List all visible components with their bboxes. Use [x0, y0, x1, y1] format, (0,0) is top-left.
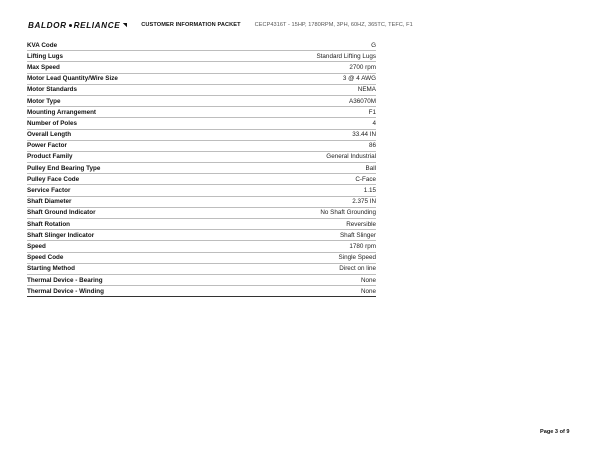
spec-value: Reversible [346, 220, 376, 228]
spec-label: Shaft Ground Indicator [27, 209, 96, 217]
spec-row [27, 51, 376, 62]
document-header [28, 19, 578, 31]
spec-row [27, 74, 376, 85]
logo-text-reliance: RELIANCE [73, 20, 121, 30]
spec-row [27, 219, 376, 230]
spec-row [27, 40, 376, 51]
product-description: CECP4316T - 15HP, 1780RPM, 3PH, 60HZ, 365TC, TEFC, F1 [254, 22, 413, 28]
spec-value: Standard Lifting Lugs [316, 52, 376, 60]
logo-dot-icon [69, 24, 72, 27]
spec-row [27, 107, 376, 118]
spec-row [27, 197, 376, 208]
spec-value: NEMA [357, 86, 376, 94]
spec-row [27, 253, 376, 264]
spec-row [27, 85, 376, 96]
spec-label: Max Speed [27, 63, 60, 71]
logo-mark-icon [122, 23, 127, 28]
spec-value: 3 @ 4 AWG [342, 75, 376, 83]
spec-value: 1.15 [363, 187, 376, 195]
spec-label: Mounting Arrangement [27, 108, 97, 116]
spec-label: Product Family [27, 153, 73, 161]
spec-row [27, 241, 376, 252]
spec-row [27, 286, 376, 297]
spec-row [27, 130, 376, 141]
spec-value: G [371, 41, 376, 49]
spec-row [27, 118, 376, 129]
spec-label: Thermal Device - Winding [27, 287, 104, 295]
spec-label: Speed Code [27, 254, 64, 262]
spec-row [27, 230, 376, 241]
spec-row [27, 163, 376, 174]
spec-table [27, 40, 376, 297]
spec-value: 2700 rpm [349, 63, 376, 71]
spec-label: KVA Code [27, 41, 58, 49]
spec-value: No Shaft Grounding [320, 209, 376, 217]
spec-value: 2.375 IN [352, 198, 376, 206]
spec-value: 33.44 IN [352, 131, 376, 139]
spec-row [27, 208, 376, 219]
spec-value: 1780 rpm [349, 242, 376, 250]
spec-label: Overall Length [27, 131, 72, 139]
packet-title: CUSTOMER INFORMATION PACKET [141, 22, 241, 28]
spec-label: Motor Standards [27, 86, 78, 94]
spec-label: Speed [27, 242, 46, 250]
spec-value: None [360, 276, 376, 284]
spec-label: Number of Poles [27, 119, 78, 127]
spec-row [27, 62, 376, 73]
spec-label: Pulley End Bearing Type [27, 164, 101, 172]
spec-value: Ball [365, 164, 376, 172]
spec-value: Shaft Slinger [339, 231, 376, 239]
spec-value: 86 [368, 142, 376, 150]
spec-value: Direct on line [339, 265, 376, 273]
baldor-reliance-logo [28, 21, 127, 30]
spec-row [27, 174, 376, 185]
spec-label: Shaft Diameter [27, 198, 72, 206]
spec-value: F1 [368, 108, 376, 116]
spec-row [27, 152, 376, 163]
spec-label: Service Factor [27, 187, 71, 195]
spec-label: Motor Type [27, 97, 61, 105]
spec-value: None [360, 287, 376, 295]
spec-row [27, 141, 376, 152]
spec-label: Thermal Device - Bearing [27, 276, 103, 284]
spec-value: General Industrial [326, 153, 376, 161]
spec-value: A36070M [349, 97, 376, 105]
spec-label: Shaft Rotation [27, 220, 71, 228]
spec-row [27, 264, 376, 275]
page-number: Page 3 of 9 [540, 429, 570, 435]
spec-value: 4 [372, 119, 376, 127]
spec-row [27, 275, 376, 286]
spec-label: Motor Lead Quantity/Wire Size [27, 75, 118, 83]
spec-label: Lifting Lugs [27, 52, 64, 60]
spec-value: Single Speed [338, 254, 376, 262]
spec-label: Starting Method [27, 265, 75, 273]
spec-row [27, 96, 376, 107]
spec-label: Pulley Face Code [27, 175, 80, 183]
spec-label: Shaft Slinger Indicator [27, 231, 95, 239]
spec-value: C-Face [355, 175, 376, 183]
spec-label: Power Factor [27, 142, 67, 150]
logo-text-baldor: BALDOR [28, 20, 67, 30]
spec-row [27, 185, 376, 196]
